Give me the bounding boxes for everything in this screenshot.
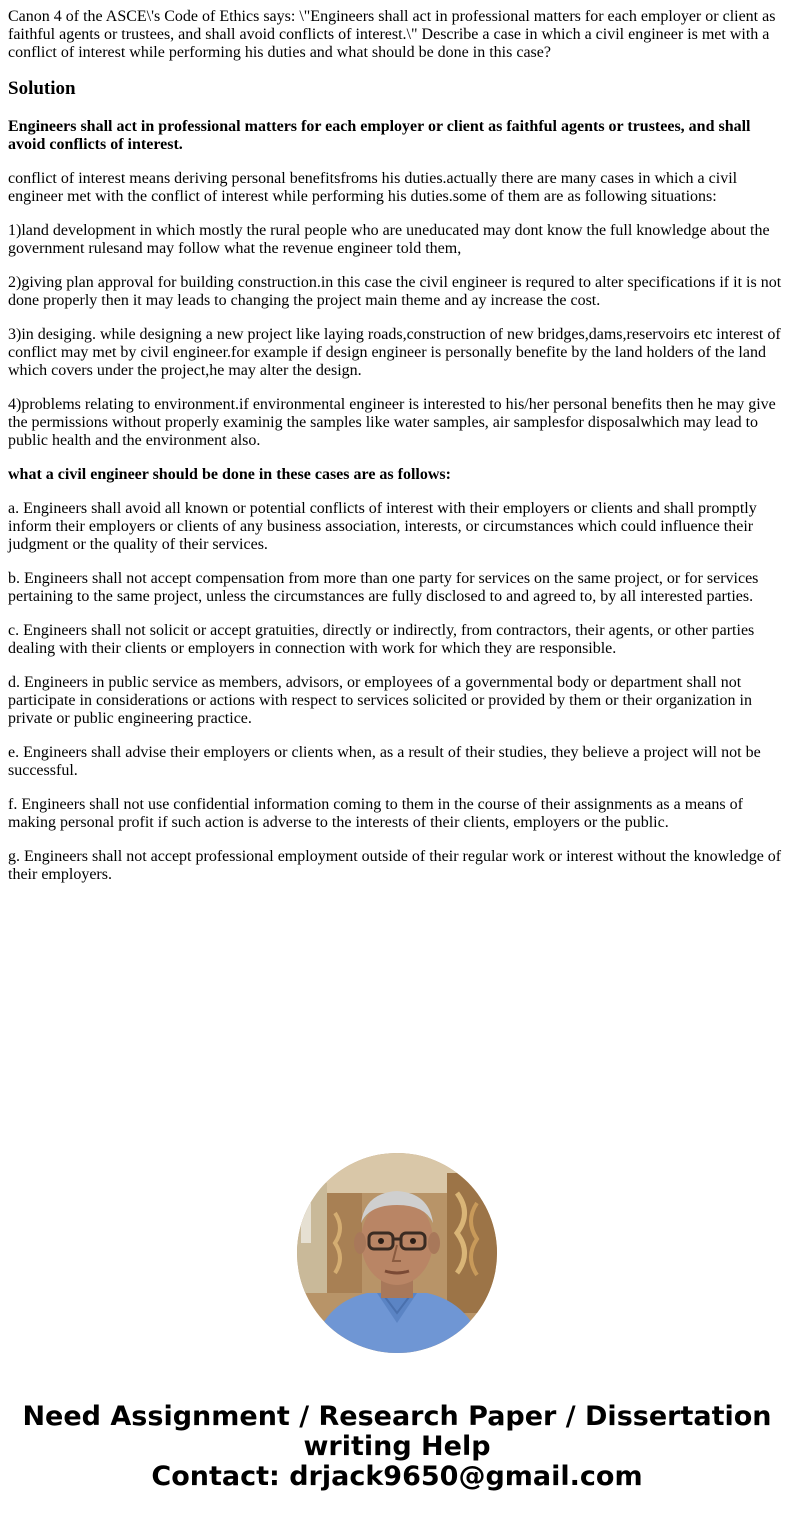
actions-heading: what a civil engineer should be done in these cases are as follows: xyxy=(8,466,451,483)
canon-statement: Engineers shall act in professional matters for each employer or client as faithful agents or trustees, and shall avoid conflicts of interest. xyxy=(8,118,751,153)
action-item: d. Engineers in public service as members, advisors, or employees of a governmental body or department shall not participate in considerations or actions with respect to services solicited or provided by them or their organization in private or public engineering practice. xyxy=(8,674,752,727)
case-item: 3)in desiging. while designing a new project like laying roads,construction of new bridges,dams,reservoirs etc interest of conflict may met by civil engineer.for example if design engineer is personally benefite by the land holders of the land which covers under the project,he may alter the design. xyxy=(8,326,781,379)
promo-line: writing Help xyxy=(303,1431,491,1462)
action-item: b. Engineers shall not accept compensation from more than one party for services on the same project, or for services pertaining to the same project, unless the circumstances are fully disclosed to and agreed to, by all interested parties. xyxy=(8,570,759,605)
case-item: 2)giving plan approval for building construction.in this case the civil engineer is requred to alter specifications if it is not done properly then it may leads to changing the project main theme and ay increase the cost. xyxy=(8,274,782,309)
action-item: e. Engineers shall advise their employers or clients when, as a result of their studies, they believe a project will not be successful. xyxy=(8,744,761,779)
action-item: a. Engineers shall avoid all known or potential conflicts of interest with their employers or clients and shall promptly inform their employers or clients of any business association, interests, or circumstances which could influence their judgment or the quality of their services. xyxy=(8,500,757,553)
promo-contact: Contact: drjack9650@gmail.com xyxy=(151,1461,643,1492)
action-item: f. Engineers shall not use confidential information coming to them in the course of their assignments as a means of making personal profit if such action is adverse to the interests of their clients, employers or the public. xyxy=(8,796,743,831)
action-item: c. Engineers shall not solicit or accept gratuities, directly or indirectly, from contractors, their agents, or other parties dealing with their clients or employers in connection with work for which they are responsible. xyxy=(8,622,755,657)
case-item: 4)problems relating to environment.if environmental engineer is interested to his/her personal benefits then he may give the permissions without properly examinig the samples like water samples, air samplesfor disposalwhich may lead to public health and the environment also. xyxy=(8,396,776,449)
author-avatar xyxy=(297,1153,497,1353)
document-body xyxy=(8,8,784,900)
intro-paragraph: conflict of interest means deriving personal benefitsfroms his duties.actually there are many cases in which a civil engineer met with the conflict of interest while performing his duties.some of them are as following situations: xyxy=(8,170,738,205)
action-item: g. Engineers shall not accept professional employment outside of their regular work or interest without the knowledge of their employers. xyxy=(8,848,782,883)
case-item: 1)land development in which mostly the rural people who are uneducated may dont know the full knowledge about the government rulesand may follow what the revenue engineer told them, xyxy=(8,222,770,257)
promo-line: Need Assignment / Research Paper / Dissertation xyxy=(22,1401,772,1432)
question-text: Canon 4 of the ASCE\'s Code of Ethics says: \"Engineers shall act in professional matters for each employer or client as faithful agents or trustees, and shall avoid conflicts of interest.\" Describe a case in which a civil engineer is met with a conflict of interest while performing his duties and what should be done in this case? xyxy=(8,8,776,61)
solution-heading: Solution xyxy=(8,78,76,99)
person-photo-icon xyxy=(297,1153,497,1353)
promo-banner xyxy=(0,1402,794,1492)
